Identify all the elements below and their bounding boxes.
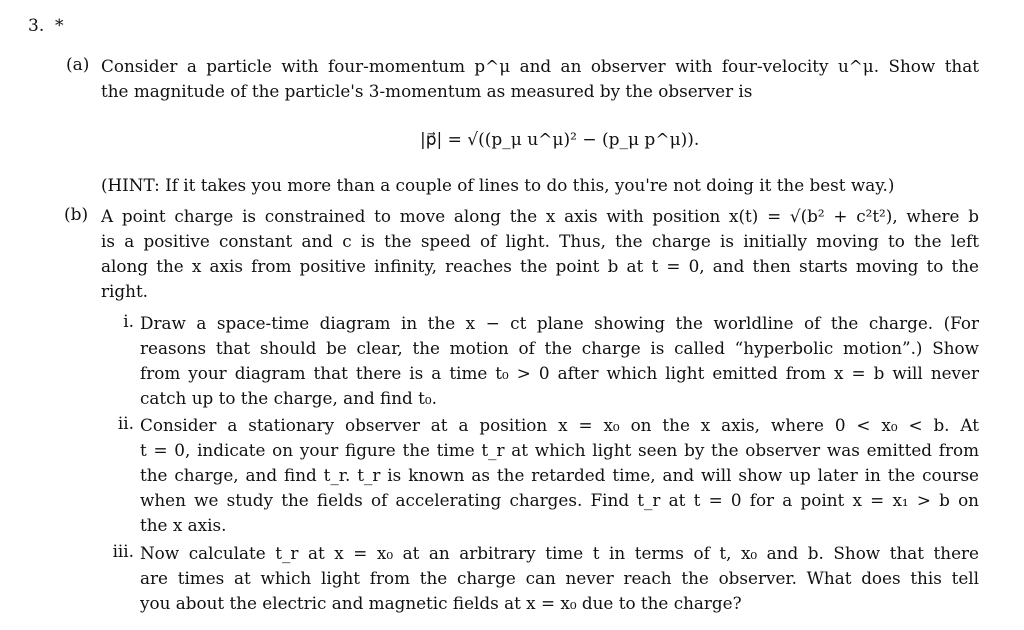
subpart-line: Now calculate t_r at x = x₀ at an arbitrary time t in terms of t, x₀ and b. Show that there <box>140 543 979 563</box>
part-b-line: along the x axis from positive infinity, reaches the point b at t = 0, and then starts moving to the <box>101 256 979 276</box>
subpart-line: the x axis. <box>140 515 227 535</box>
subpart-line: from your diagram that there is a time t₀ > 0 after which light emitted from x = b will never <box>140 363 979 383</box>
subpart-ii-label: ii. <box>117 413 134 433</box>
subpart-line: reasons that should be clear, the motion of the charge is called “hyperbolic motion”.) Show <box>140 338 979 358</box>
subpart-line: Consider a stationary observer at a position x = x₀ on the x axis, where 0 < x₀ < b. At <box>140 415 979 435</box>
part-b-line: A point charge is constrained to move along the x axis with position x(t) = √(b² + c²t²), where b <box>101 206 979 226</box>
part-b-line: is a positive constant and c is the speed of light. Thus, the charge is initially moving to the left <box>101 231 979 251</box>
subpart-i-text <box>140 311 979 411</box>
part-a-line: Consider a particle with four-momentum p^μ and an observer with four-velocity u^μ. Show that <box>101 56 979 76</box>
subpart-iii-label: iii. <box>112 541 134 561</box>
problem-number: 3. * <box>28 16 64 36</box>
part-a-line: the magnitude of the particle's 3-momentum as measured by the observer is <box>101 81 753 101</box>
momentum-equation: |p⃗| = √((p_μ u^μ)² − (p_μ p^μ)). <box>420 130 700 150</box>
subpart-line: the charge, and find t_r. t_r is known as the retarded time, and will show up later in the course <box>140 465 979 485</box>
subpart-i-label: i. <box>123 311 134 331</box>
subpart-line: when we study the fields of accelerating charges. Find t_r at t = 0 for a point x = x₁ > b on <box>140 490 979 510</box>
part-a-text <box>101 54 979 104</box>
subpart-ii-text <box>140 413 979 538</box>
part-b-label: (b) <box>64 205 89 225</box>
subpart-line: t = 0, indicate on your figure the time t_r at which light seen by the observer was emitted from <box>140 440 979 460</box>
part-b-text <box>101 204 979 304</box>
subpart-line: you about the electric and magnetic fields at x = x₀ due to the charge? <box>140 593 742 613</box>
part-b-line: right. <box>101 281 149 301</box>
subpart-line: are times at which light from the charge can never reach the observer. What does this tell <box>140 568 979 588</box>
hint-text <box>101 173 979 198</box>
subpart-line: catch up to the charge, and find t₀. <box>140 388 437 408</box>
hint-line: (HINT: If it takes you more than a couple of lines to do this, you're not doing it the best way.) <box>101 175 895 195</box>
subpart-iii-text <box>140 541 979 616</box>
part-a-label: (a) <box>66 55 90 75</box>
subpart-line: Draw a space-time diagram in the x − ct plane showing the worldline of the charge. (For <box>140 313 979 333</box>
